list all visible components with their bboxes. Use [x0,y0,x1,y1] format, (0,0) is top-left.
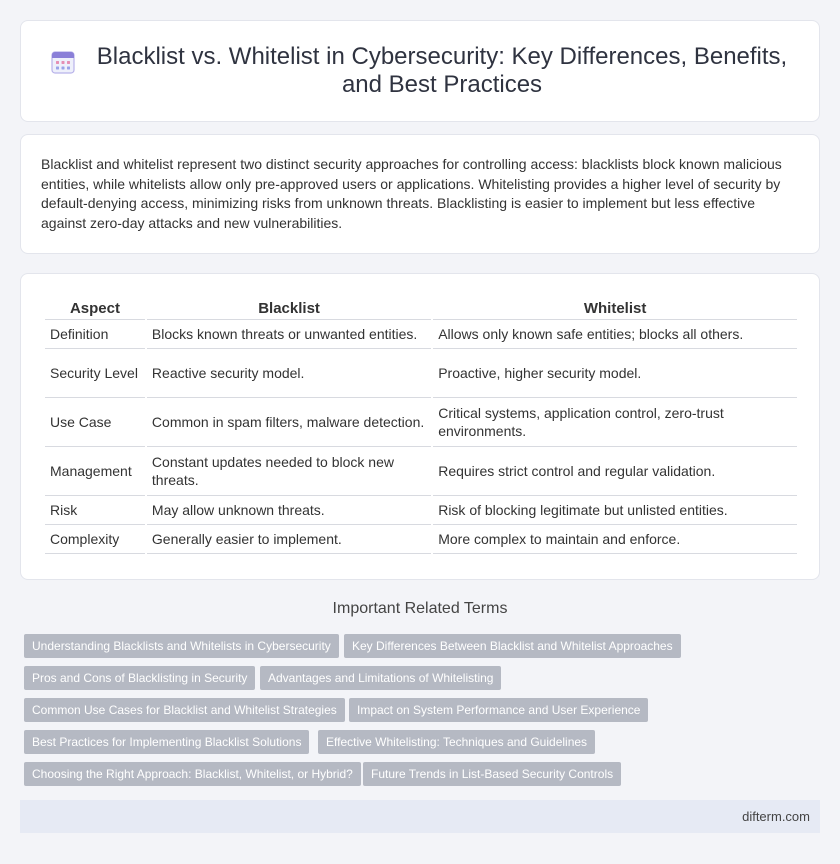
table-header-row [45,294,797,320]
table-row [45,349,797,398]
related-tag[interactable]: Common Use Cases for Blacklist and Whitelist Strategies [24,698,345,722]
intro-paragraph: Blacklist and whitelist represent two distinct security approaches for controlling access: blacklists block known malicious entities, while whitelists allow only pre-approved users or applications. Whitelisting provides a higher level of security by default-denying access, minimizing risks from unknown threats. Blacklisting is easier to implement but less effective against zero-day attacks and new vulnerabilities. [41,156,782,231]
footer [20,800,820,833]
comparison-card [20,273,820,580]
table-row [45,496,797,525]
related-tag[interactable]: Advantages and Limitations of Whitelisting [260,666,501,690]
row-blacklist: Constant updates needed to block new threats. [147,447,431,496]
related-tag[interactable]: Effective Whitelisting: Techniques and Guidelines [318,730,595,754]
comparison-table [43,294,799,554]
related-tag[interactable]: Future Trends in List-Based Security Controls [363,762,621,786]
calendar-icon [50,49,76,75]
row-aspect: Definition [45,320,145,349]
row-blacklist: Blocks known threats or unwanted entities. [147,320,431,349]
header-aspect: Aspect [45,294,145,320]
row-aspect: Use Case [45,398,145,447]
row-aspect: Management [45,447,145,496]
title-card [20,20,820,122]
table-row [45,447,797,496]
related-tag[interactable]: Choosing the Right Approach: Blacklist, Whitelist, or Hybrid? [24,762,361,786]
table-row [45,525,797,554]
row-whitelist: More complex to maintain and enforce. [433,525,797,554]
related-terms-title: Important Related Terms [332,600,508,617]
header-whitelist: Whitelist [433,294,797,320]
row-aspect: Complexity [45,525,145,554]
row-blacklist: Generally easier to implement. [147,525,431,554]
row-blacklist: Reactive security model. [147,349,431,398]
related-tag[interactable]: Impact on System Performance and User Experience [349,698,648,722]
row-whitelist: Proactive, higher security model. [433,349,797,398]
row-aspect: Security Level [45,349,145,398]
intro-card [20,134,820,254]
page-title: Blacklist vs. Whitelist in Cybersecurity: Key Differences, Benefits, and Best Practices [96,43,788,98]
table-row [45,320,797,349]
row-blacklist: Common in spam filters, malware detection. [147,398,431,447]
row-whitelist: Critical systems, application control, zero-trust environments. [433,398,797,447]
row-aspect: Risk [45,496,145,525]
related-tag[interactable]: Best Practices for Implementing Blacklist Solutions [24,730,309,754]
table-row [45,398,797,447]
title-wrap [50,43,790,99]
row-blacklist: May allow unknown threats. [147,496,431,525]
row-whitelist: Risk of blocking legitimate but unlisted entities. [433,496,797,525]
row-whitelist: Allows only known safe entities; blocks all others. [433,320,797,349]
row-whitelist: Requires strict control and regular validation. [433,447,797,496]
header-blacklist: Blacklist [147,294,431,320]
footer-site-link[interactable]: difterm.com [742,809,810,824]
related-tag[interactable]: Key Differences Between Blacklist and Whitelist Approaches [344,634,681,658]
related-tag[interactable]: Understanding Blacklists and Whitelists in Cybersecurity [24,634,339,658]
related-tag[interactable]: Pros and Cons of Blacklisting in Security [24,666,255,690]
